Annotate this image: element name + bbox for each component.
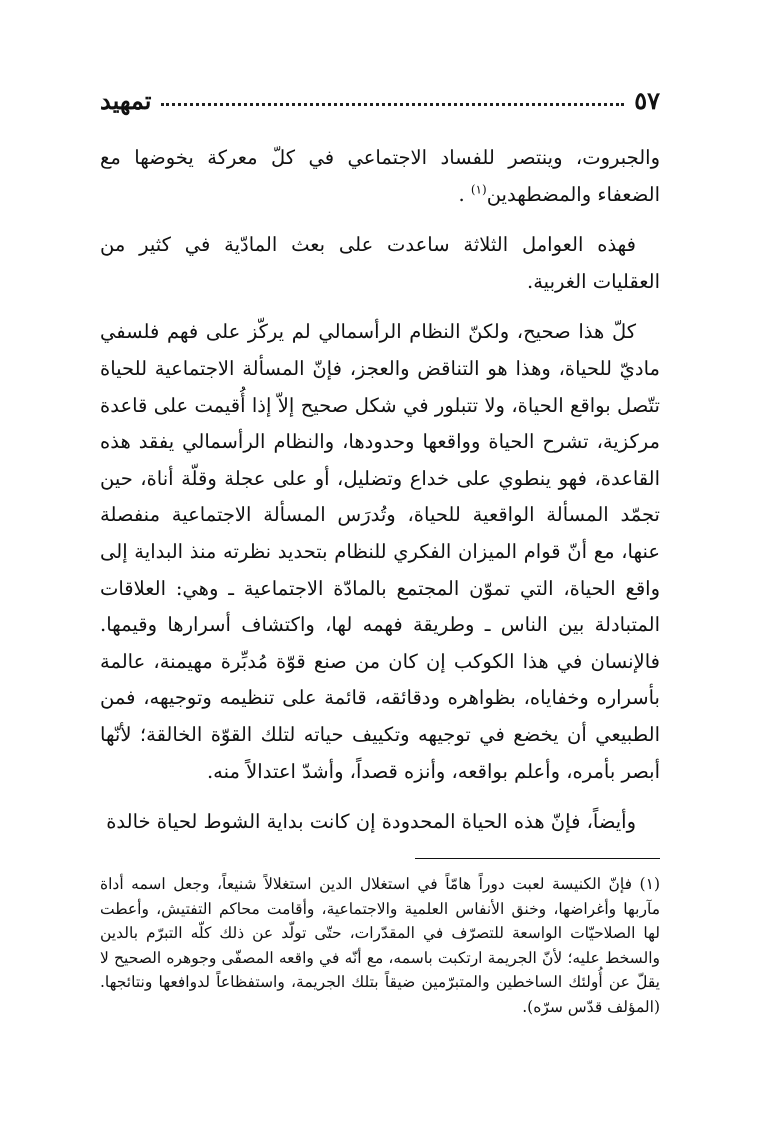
paragraph-3: كلّ هذا صحيح، ولكنّ النظام الرأسمالي لم يركّز على فهم فلسفي ماديّ للحياة، وهذا هو التناقض والعجز، فإنّ المسألة الاجتماعية للحياة تتّصل بواقع الحياة، ولا تتبلور في شكل صحيح إلاّ إذا أُقيمت على قاعدة مركزية، تشرح الحياة وواقعها وحدودها، والنظام الرأسمالي يفقد هذه القاعدة، فهو ينطوي على خداع وتضليل، أو على عجلة وقلّة أناة، حين تجمّد المسألة الواقعية للحياة، وتُدرَس المسألة الاجتماعية منفصلة عنها، مع أنّ قوام الميزان الفكري للنظام بتحديد نظرته منذ البداية إلى واقع الحياة، التي تموّن المجتمع بالمادّة الاجتماعية ـ وهي: العلاقات المتبادلة بين الناس ـ وطريقة فهمه لها، واكتشاف أسرارها وقيمها. فالإنسان في هذا الكوكب إن كان من صنع قوّة مُدبِّرة مهيمنة، عالمة بأسراره وخفاياه، بظواهره ودقائقه، قائمة على تنظيمه وتوجيهه، فمن الطبيعي أن يخضع في توجيهه وتكييف حياته لتلك القوّة الخالقة؛ لأنّها أبصر بأمره، وأعلم بواقعه، وأنزه قصداً، وأشدّ اعتدالاً منه. <box>100 320 660 783</box>
footnote-reference: (١) <box>470 182 487 197</box>
page-number: ٥٧ <box>634 85 660 115</box>
body-text <box>100 140 660 855</box>
footnotes <box>100 872 660 1019</box>
paragraph-1-end: . <box>458 182 471 206</box>
paragraph-2: فهذه العوامل الثلاثة ساعدت على بعث المادّية في كثير من العقليات الغربية. <box>100 233 660 293</box>
paragraph-4: وأيضاً، فإنّ هذه الحياة المحدودة إن كانت بداية الشوط لحياة خالدة <box>106 810 636 834</box>
dotted-leader <box>161 103 624 106</box>
paragraph-1-text: والجبروت، وينتصر للفساد الاجتماعي في كلّ معركة يخوضها مع الضعفاء والمضطهدين <box>100 146 660 206</box>
footnote-1: (١) فإنّ الكنيسة لعبت دوراً هامّاً في استغلال الدين استغلالاً شنيعاً، وجعل اسمه أداة مآربها وأغراضها، وخنق الأنفاس العلمية والاجتماعية، وأقامت محاكم التفتيش، وأعطت لها الصلاحيّات الواسعة للتصرّف في المقدّرات، حتّى تولّد عن ذلك كلّه التبرّم بالدين والسخط عليه؛ لأنّ الجريمة ارتكبت باسمه، مع أنّه في واقعه المصفّى وجوهره الصحيح لا يقلّ عن أُولئك الساخطين والمتبرّمين ضيقاً بتلك الجريمة، واستفظاعاً لدوافعها ونتائجها. (المؤلف قدّس سرّه). <box>100 875 660 1016</box>
page-header <box>100 84 660 116</box>
paragraph-1 <box>100 140 660 213</box>
footnote-separator <box>415 858 660 859</box>
running-title: تمهيد <box>100 85 152 115</box>
